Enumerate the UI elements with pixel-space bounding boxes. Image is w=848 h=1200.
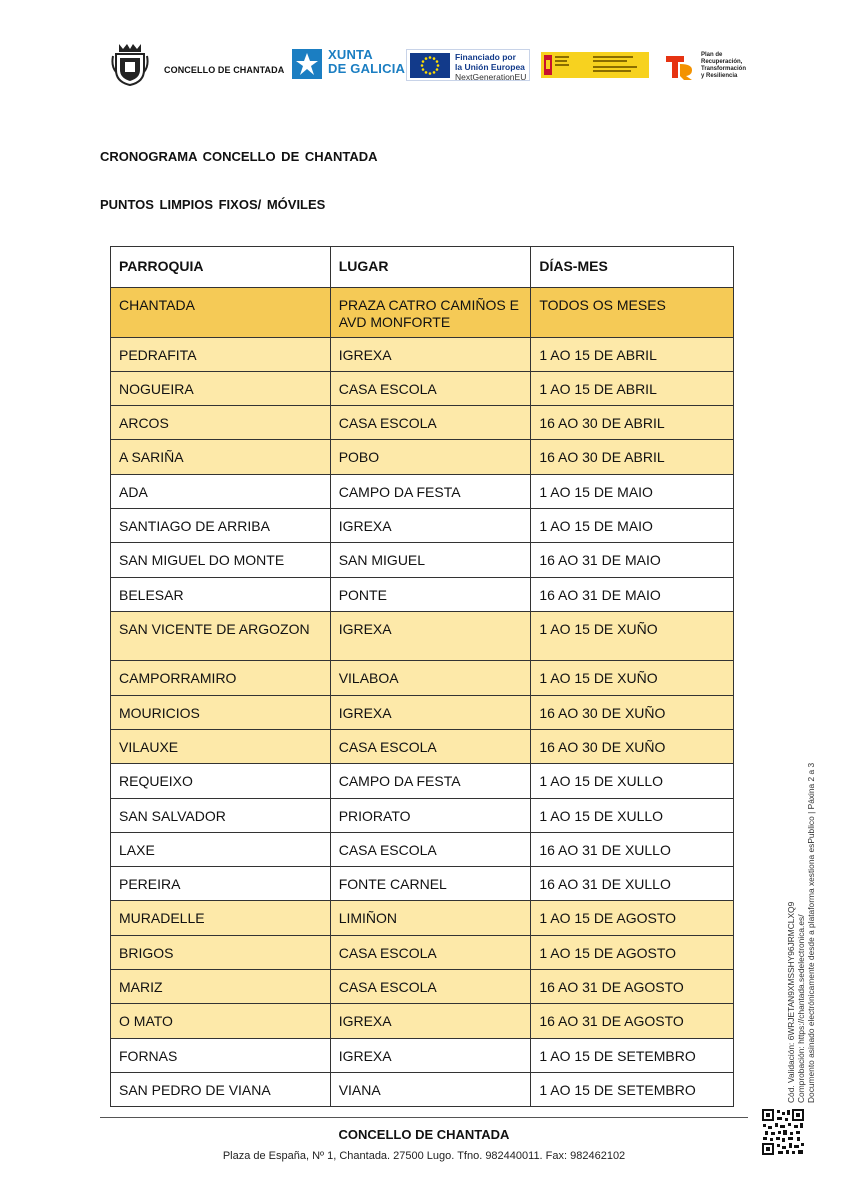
cell-parroquia: O MATO: [111, 1004, 331, 1038]
cell-parroquia: SAN MIGUEL DO MONTE: [111, 543, 331, 577]
cell-dias: 16 AO 31 DE MAIO: [531, 543, 734, 577]
cell-parroquia: SAN SALVADOR: [111, 798, 331, 832]
cell-lugar: CASA ESCOLA: [330, 935, 531, 969]
validation-text: [786, 743, 816, 1103]
cell-parroquia: MURADELLE: [111, 901, 331, 935]
cell-dias: 1 AO 15 DE AGOSTO: [531, 935, 734, 969]
prtr-line-1: Plan de: [701, 52, 723, 58]
validation-line-2: Comprobación: https://chantada.sedelectronica.es/: [796, 914, 806, 1103]
cell-dias: 16 AO 31 DE AGOSTO: [531, 970, 734, 1004]
cell-dias: 16 AO 30 DE ABRIL: [531, 440, 734, 474]
cell-lugar: IGREXA: [330, 1038, 531, 1072]
table-row: [111, 935, 734, 969]
cell-dias: 16 AO 30 DE XUÑO: [531, 695, 734, 729]
cell-parroquia: PEDRAFITA: [111, 337, 331, 371]
eu-line-1: Financiado por: [455, 52, 516, 62]
prtr-line-2: Recuperación,: [701, 59, 743, 65]
cell-lugar: VILABOA: [330, 661, 531, 695]
header-dias-mes: DÍAS-MES: [531, 247, 734, 288]
prtr-line-3: Transformación: [701, 66, 747, 72]
cell-parroquia: BRIGOS: [111, 935, 331, 969]
validation-line-1: Cód. Validación: 6WRJETAN9XMSSHY96JRMCLXQ9: [786, 901, 796, 1103]
cell-parroquia: LAXE: [111, 832, 331, 866]
footer-name: CONCELLO DE CHANTADA: [338, 1127, 510, 1142]
cell-lugar: LIMIÑON: [330, 901, 531, 935]
xunta-text: [328, 48, 405, 76]
schedule-table: [110, 246, 734, 1107]
eu-funding-text: [455, 52, 526, 82]
cell-dias: 1 AO 15 DE XULLO: [531, 798, 734, 832]
concello-name-text: CONCELLO DE CHANTADA: [164, 65, 285, 75]
eu-line-3: NextGenerationEU: [455, 72, 527, 82]
cell-dias: 1 AO 15 DE ABRIL: [531, 371, 734, 405]
table-row: [111, 474, 734, 508]
cell-dias: 1 AO 15 DE XUÑO: [531, 611, 734, 661]
cell-parroquia: SANTIAGO DE ARRIBA: [111, 508, 331, 542]
cell-parroquia: REQUEIXO: [111, 764, 331, 798]
cell-parroquia: SAN PEDRO DE VIANA: [111, 1072, 331, 1106]
cell-lugar: PRIORATO: [330, 798, 531, 832]
cell-dias: 16 AO 31 DE AGOSTO: [531, 1004, 734, 1038]
table-row: [111, 867, 734, 901]
cell-dias: 1 AO 15 DE MAIO: [531, 474, 734, 508]
eu-flag-icon: [410, 53, 450, 78]
header-logos: [0, 40, 848, 90]
table-row: [111, 577, 734, 611]
cell-lugar: IGREXA: [330, 611, 531, 661]
cell-parroquia: ARCOS: [111, 406, 331, 440]
prtr-line-4: y Resiliencia: [701, 73, 738, 79]
table-row: [111, 970, 734, 1004]
cell-parroquia: CHANTADA: [111, 288, 331, 338]
cell-lugar: CASA ESCOLA: [330, 406, 531, 440]
table-row: [111, 729, 734, 763]
cell-lugar: PONTE: [330, 577, 531, 611]
cell-lugar: IGREXA: [330, 695, 531, 729]
cell-dias: 1 AO 15 DE AGOSTO: [531, 901, 734, 935]
prtr-text: [701, 52, 746, 80]
table-row: [111, 1004, 734, 1038]
table-row: [111, 406, 734, 440]
table-row: [111, 508, 734, 542]
cell-dias: 16 AO 31 DE XULLO: [531, 832, 734, 866]
cell-lugar: IGREXA: [330, 337, 531, 371]
xunta-logo-icon: [292, 49, 322, 79]
cell-lugar: CASA ESCOLA: [330, 970, 531, 1004]
cell-dias: 1 AO 15 DE XUÑO: [531, 661, 734, 695]
cell-parroquia: VILAUXE: [111, 729, 331, 763]
table-row: [111, 440, 734, 474]
cell-parroquia: BELESAR: [111, 577, 331, 611]
footer-address: Plaza de España, Nº 1, Chantada. 27500 Lugo. Tfno. 982440011. Fax: 982462102: [222, 1150, 626, 1162]
table-row: [111, 764, 734, 798]
concello-crest-icon: [111, 42, 149, 86]
prtr-logo-icon: [664, 50, 694, 80]
table-row: [111, 543, 734, 577]
cell-lugar: CAMPO DA FESTA: [330, 764, 531, 798]
cell-parroquia: MOURICIOS: [111, 695, 331, 729]
cell-lugar: CASA ESCOLA: [330, 832, 531, 866]
cell-dias: 1 AO 15 DE XULLO: [531, 764, 734, 798]
table-row: [111, 371, 734, 405]
table-row: [111, 661, 734, 695]
xunta-line-2: DE GALICIA: [328, 61, 406, 76]
cell-parroquia: ADA: [111, 474, 331, 508]
table-row: [111, 337, 734, 371]
cell-dias: 1 AO 15 DE MAIO: [531, 508, 734, 542]
table-row: [111, 611, 734, 661]
cell-dias: 16 AO 31 DE MAIO: [531, 577, 734, 611]
cell-lugar: FONTE CARNEL: [330, 867, 531, 901]
cell-lugar: IGREXA: [330, 508, 531, 542]
cell-parroquia: CAMPORRAMIRO: [111, 661, 331, 695]
table-header-row: [111, 247, 734, 288]
cell-lugar: CAMPO DA FESTA: [330, 474, 531, 508]
cell-parroquia: PEREIRA: [111, 867, 331, 901]
cell-dias: 1 AO 15 DE SETEMBRO: [531, 1072, 734, 1106]
table-row: [111, 901, 734, 935]
table-row: [111, 832, 734, 866]
xunta-line-1: XUNTA: [328, 47, 373, 62]
cell-dias: 16 AO 30 DE ABRIL: [531, 406, 734, 440]
gobierno-espana-logo-icon: [541, 52, 649, 78]
cell-dias: 1 AO 15 DE SETEMBRO: [531, 1038, 734, 1072]
cell-parroquia: SAN VICENTE DE ARGOZON: [111, 611, 331, 661]
qr-code-icon: [761, 1108, 805, 1156]
document-title: CRONOGRAMA CONCELLO DE CHANTADA: [100, 149, 378, 164]
eu-line-2: la Unión Europea: [455, 62, 525, 72]
cell-lugar: POBO: [330, 440, 531, 474]
table-row: [111, 695, 734, 729]
eu-funding-logo: [406, 49, 530, 81]
cell-lugar: VIANA: [330, 1072, 531, 1106]
cell-lugar: IGREXA: [330, 1004, 531, 1038]
cell-dias: TODOS OS MESES: [531, 288, 734, 338]
header-lugar: LUGAR: [330, 247, 531, 288]
cell-lugar: CASA ESCOLA: [330, 729, 531, 763]
cell-dias: 16 AO 31 DE XULLO: [531, 867, 734, 901]
cell-parroquia: NOGUEIRA: [111, 371, 331, 405]
document-subtitle: PUNTOS LIMPIOS FIXOS/ MÓVILES: [100, 197, 326, 212]
cell-dias: 16 AO 30 DE XUÑO: [531, 729, 734, 763]
validation-line-3: Documento asinado electrónicamente desde a plataforma xestiona esPublico | Páxina 2 a 3: [806, 762, 816, 1103]
table-row: [111, 798, 734, 832]
footer-divider: [100, 1117, 748, 1118]
cell-parroquia: FORNAS: [111, 1038, 331, 1072]
table-row: [111, 1038, 734, 1072]
cell-dias: 1 AO 15 DE ABRIL: [531, 337, 734, 371]
cell-parroquia: MARIZ: [111, 970, 331, 1004]
cell-lugar: SAN MIGUEL: [330, 543, 531, 577]
cell-lugar: PRAZA CATRO CAMIÑOS E AVD MONFORTE: [330, 288, 531, 338]
cell-lugar: CASA ESCOLA: [330, 371, 531, 405]
header-parroquia: PARROQUIA: [111, 247, 331, 288]
table-row: [111, 288, 734, 338]
cell-parroquia: A SARIÑA: [111, 440, 331, 474]
table-row: [111, 1072, 734, 1106]
